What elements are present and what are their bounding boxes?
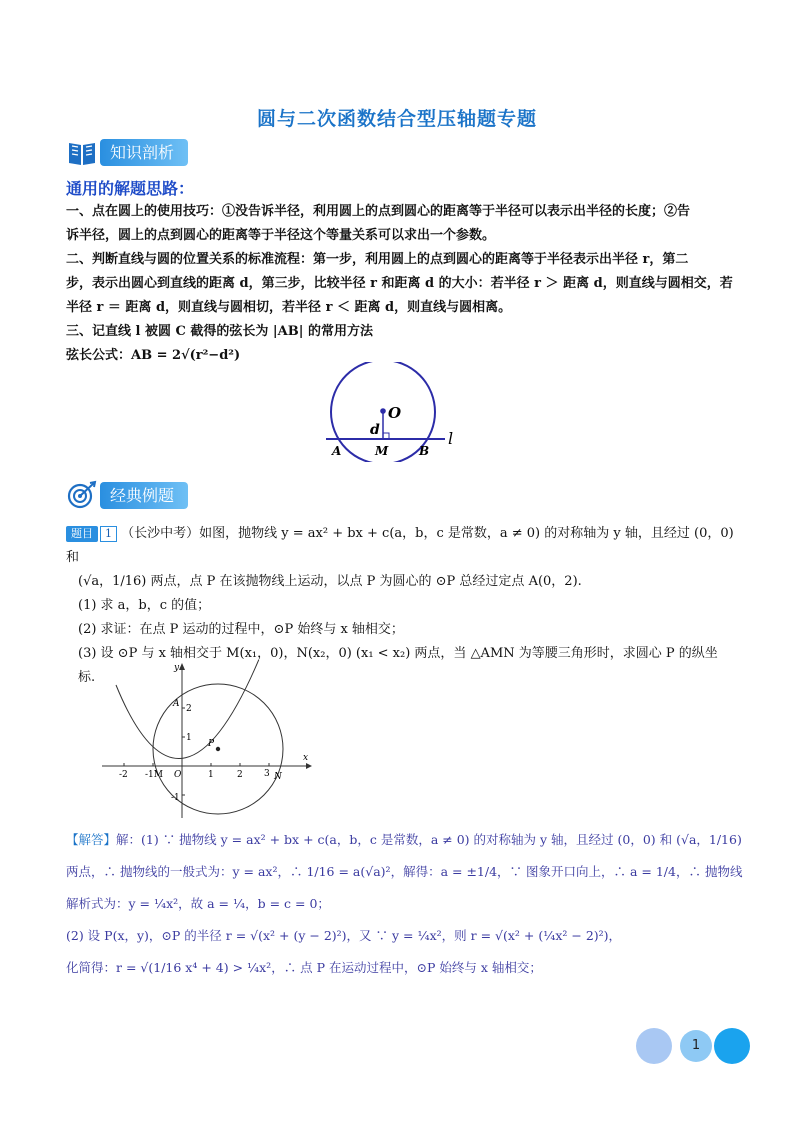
tick-neg1M: -1M [145,770,163,780]
problem-text: (√a，1/16) 两点，点 P 在该抛物线上运动，以点 P 为圆心的 ⊙P 总经过定点 A(0，2). [78,574,582,589]
label-N: N [274,772,282,782]
tick-neg1: -1 [171,793,180,803]
label-M: M [375,444,389,458]
answer-tag: 【解答】 [66,832,117,847]
question-1: (1) 求 a，b，c 的值； [78,598,211,613]
tick-2: 2 [186,704,192,714]
approach-line: 诉半径，圆上的点到圆心的距离等于半径这个等量关系可以求出一个参数。 [66,228,496,243]
answer-block [66,824,756,984]
problem-line-1 [66,522,746,570]
question-2: (2) 求证：在点 P 运动的过程中，⊙P 始终与 x 轴相交； [78,622,404,637]
answer-line: 解析式为：y = ¼x²，故 a = ¼，b = c = 0； [66,896,330,911]
label-P: P [208,739,215,749]
answer-line-1 [66,824,756,856]
tick-1: 1 [186,733,192,743]
label-x: x [303,753,309,763]
page-dot-left [636,1028,672,1064]
label-A: A [173,699,180,709]
point-P [216,747,220,751]
problem-text: （长沙中考）如图，抛物线 y = ax² + bx + c(a，b，c 是常数，a ≠ 0) 的对称轴为 y 轴，且经过 (0，0) 和 [66,526,734,565]
section-label-examples: 经典例题 [100,482,188,509]
answer-line: 两点，∴ 抛物线的一般式为：y = ax²，∴ 1/16 = a(√a)²，解得：a = ±1/4，∵ 图象开口向上，∴ a = 1/4，∴ 抛物线 [66,864,743,879]
section-label-knowledge: 知识剖析 [100,139,188,166]
parabola-circle-graph [98,660,318,820]
answer-line: 化简得：r = √(1/16 x⁴ + 4) > ¼x²，∴ 点 P 在运动过程中，⊙P 始终与 x 轴相交； [66,960,542,975]
approach-text [66,200,736,368]
tick-neg2: -2 [119,770,128,780]
answer-text: 解：(1) ∵ 抛物线 y = ax² + bx + c(a，b，c 是常数，a ≠ 0) 的对称轴为 y 轴，且经过 (0，0) 和 (√a，1/16) [116,832,742,847]
problem-number: 1 [100,526,117,542]
question-3: (3) 设 ⊙P 与 x 轴相交于 M(x₁，0)，N(x₂，0) (x₁ < x₂) 两点，当 △AMN 为等腰三角形时，求圆心 P 的纵坐 [78,646,718,661]
approach-line: 二、判断直线与圆的位置关系的标准流程：第一步，利用圆上的点到圆心的距离等于半径表示出半径 r，第二 [66,252,689,267]
section-header-examples [66,480,188,510]
chord-diagram [320,362,470,462]
answer-line: (2) 设 P(x，y)，⊙P 的半径 r = √(x² + (y − 2)²)，又 ∵ y = ¼x²，则 r = √(x² + (¼x² − 2)²)， [66,928,622,943]
open-book-icon [66,137,98,167]
y-axis-arrow [179,663,185,670]
target-icon [66,480,98,510]
tick-x2: 2 [237,770,243,780]
question-4: 标. [78,670,96,685]
problem-tag: 题目 [66,526,98,542]
approach-line: 三、记直线 l 被圆 C 截得的弦长为 |AB| 的常用方法 [66,324,373,339]
tick-x3: 3 [264,769,270,779]
tick-x1: 1 [208,770,214,780]
chord-formula: 弦长公式：AB = 2√(r²−d²) [66,348,241,363]
label-A: A [332,444,342,458]
page-number: 1 [680,1030,712,1062]
approach-line: 一、点在圆上的使用技巧：①没告诉半径，利用圆上的点到圆心的距离等于半径可以表示出半径的长度；②告 [66,204,691,219]
page-dot-right [714,1028,750,1064]
approach-line: 半径 r ＝ 距离 d，则直线与圆相切，若半径 r ＜ 距离 d，则直线与圆相离。 [66,300,512,315]
section-header-knowledge [66,137,188,167]
label-d: d [370,422,380,438]
page-title: 圆与二次函数结合型压轴题专题 [256,108,537,130]
label-l: l [448,429,454,448]
approach-heading: 通用的解题思路： [66,179,195,198]
label-B: B [419,444,430,458]
approach-line: 步，表示出圆心到直线的距离 d，第三步，比较半径 r 和距离 d 的大小：若半径 r ＞ 距离 d，则直线与圆相交，若 [66,276,733,291]
label-y: y [174,663,180,673]
label-O: O [388,404,402,422]
x-axis-arrow [306,763,312,769]
center-point [380,408,386,414]
label-O: O [174,770,182,780]
